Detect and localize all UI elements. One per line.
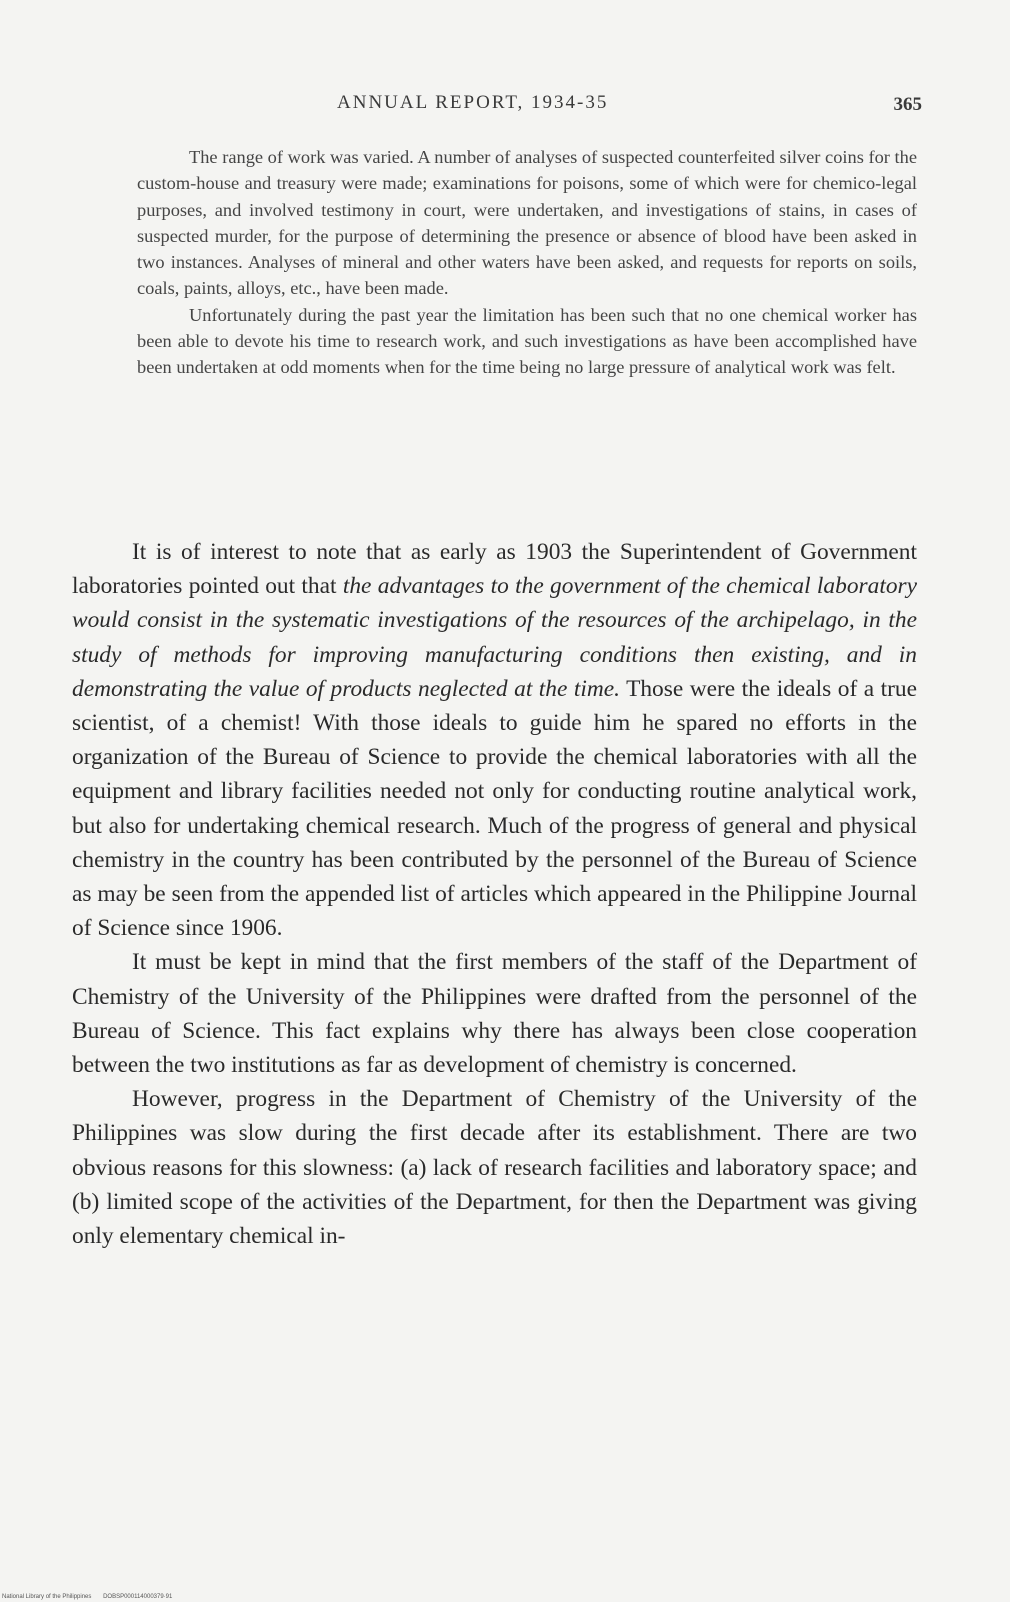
scan-footer xyxy=(2,1594,182,1600)
body-paragraph-2: It must be kept in mind that the first members of the staff of the Department of Chemistry of the University of the Philippines were drafted from the personnel of the Bureau of Science. This fact explains why there has always been close cooperation between the two institutions as far as development of chemistry is concerned. xyxy=(72,949,917,1079)
paragraph-1-intro: It is of interest to note that as early as 1903 the Superintendent of Government laboratories pointed out that xyxy=(72,539,917,600)
quote-paragraph-2: Unfortunately during the past year the limitation has been such that no one chemical worker has been able to devote his time to research work, and such investigations as have been accomplished have been undertaken at odd moments when for the time being no large pressure of analytical work was felt. xyxy=(137,304,917,378)
body-paragraph-3: However, progress in the Department of Chemistry of the University of the Philippines was slow during the first decade after its establishment. There are two obvious reasons for this slowness: (a) lack of research facilities and laboratory space; and (b) limited scope of the activities of the Department, for then the Department was giving only elementary chemical in- xyxy=(72,1086,917,1250)
running-title: ANNUAL REPORT, 1934-35 xyxy=(337,92,609,113)
paragraph-1-rest: Those were the ideals of a true scientist, of a chemist! With those ideals to guide him he spared no efforts in the organization of the Bureau of Science to provide the chemical laboratories with all the equipment and library facilities needed not only for conducting routine analytical work, but also for undertaking chemical research. Much of the progress of general and physical chemistry in the country has been contributed by the personnel of the Bureau of Science as may be seen from the appended list of articles which appeared in the Philippine Journal of Science since 1906. xyxy=(72,675,917,942)
block-quote xyxy=(137,144,917,381)
page-number: 365 xyxy=(893,94,922,115)
quote-paragraph-1: The range of work was varied. A number of analyses of suspected counterfeited silver coins for the custom-house and treasury were made; examinations for poisons, some of which were for chemico-legal purposes, and involved testimony in court, were undertaken, and investigations of stains, in cases of suspected murder, for the purpose of determining the presence or absence of blood have been asked in two instances. Analyses of mineral and other waters have been asked, and requests for reports on soils, coals, paints, alloys, etc., have been made. xyxy=(137,147,917,299)
body-paragraph-1 xyxy=(72,535,917,945)
library-credit: National Library of the Philippines xyxy=(2,1594,92,1600)
scan-id: DOBSP000114000379·91 xyxy=(103,1594,173,1600)
body-text xyxy=(72,535,917,1253)
paragraph-1-italic-quote: the advantages to the government of the chemical laboratory would consist in the systematic investigations of the resources of the archipelago, in the study of methods for improving manufacturing conditions then existing, and in demonstrating the value of products neglected at the time. xyxy=(72,573,917,702)
